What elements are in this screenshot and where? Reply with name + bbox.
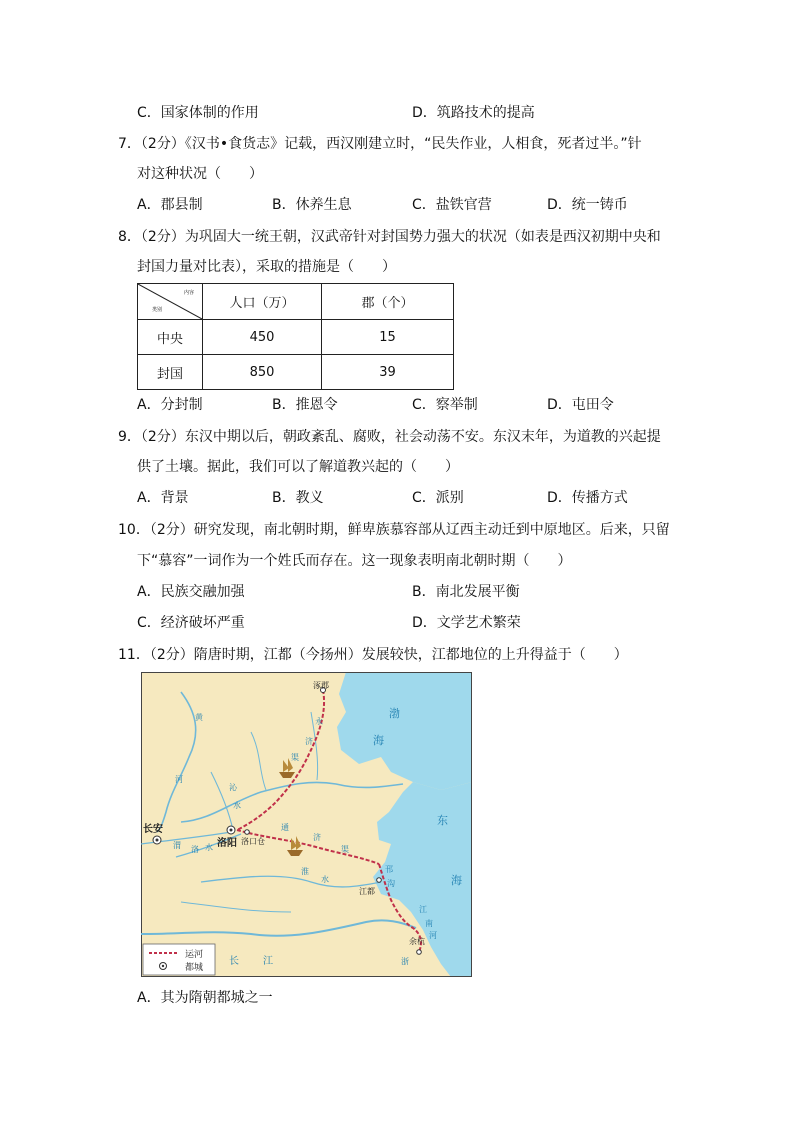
jiangdu-label: 江都 xyxy=(359,887,375,896)
q8-option-c: C．察举制 xyxy=(412,397,478,413)
river-char: 水 xyxy=(205,843,213,852)
table-row xyxy=(138,320,454,355)
q8-stem-line1: 8．（2分）为巩固大一统王朝，汉武帝针对封国势力强大的状况（如表是西汉初期中央和 xyxy=(118,229,661,245)
q6-option-d: D．筑路技术的提高 xyxy=(412,105,535,121)
canal-char: 通 xyxy=(281,823,289,832)
donghai-label-1: 东 xyxy=(437,814,448,827)
q10-stem-line2: 下“慕容”一词作为一个姓氏而存在。这一现象表明南北朝时期（ ） xyxy=(137,553,572,569)
q10-stem-line1: 10．（2分）研究发现，南北朝时期，鲜卑族慕容部从辽西主动迁到中原地区。后来，只留 xyxy=(118,522,670,538)
river-char: 洛 xyxy=(191,845,199,854)
table-header-row xyxy=(138,284,454,320)
table-cell-commanderies: 39 xyxy=(322,355,454,390)
q10-option-a: A．民族交融加强 xyxy=(137,584,245,600)
q10-option-c: C．经济破坏严重 xyxy=(137,615,245,631)
yuhang-marker xyxy=(417,950,422,955)
q9-stem-line1: 9．（2分）东汉中期以后，朝政紊乱、腐败，社会动荡不安。东汉末年，为道教的兴起提 xyxy=(118,429,661,445)
donghai-label-2: 海 xyxy=(451,874,462,887)
canal-char: 永 xyxy=(315,717,323,726)
grand-canal-map xyxy=(141,672,472,977)
river-char: 浙 xyxy=(401,957,409,966)
map-legend xyxy=(143,944,215,975)
legend-canal-label: 运河 xyxy=(185,950,204,960)
q8-comparison-table xyxy=(137,283,454,390)
luoyang-label: 洛阳 xyxy=(217,838,237,849)
river-char: 沁 xyxy=(229,783,237,792)
q11-stem: 11．（2分）隋唐时期，江都（今扬州）发展较快，江都地位的上升得益于（ ） xyxy=(118,647,628,663)
table-corner-cell xyxy=(138,284,203,320)
bohai-label-1: 渤 xyxy=(389,707,400,720)
table-header-population: 人口（万） xyxy=(203,284,322,320)
river-char: 河 xyxy=(175,775,183,784)
changan-label: 长安 xyxy=(143,824,163,835)
q9-option-c: C．派别 xyxy=(412,490,464,506)
luokoucang-label: 洛口仓 xyxy=(241,837,265,846)
table-row xyxy=(138,355,454,390)
q8-option-d: D．屯田令 xyxy=(547,397,614,413)
canal-char: 江 xyxy=(419,905,427,914)
canal-char: 邗 xyxy=(385,865,393,874)
canal-char: 渠 xyxy=(341,845,349,854)
q8-stem-line2: 封国力量对比表），采取的措施是（ ） xyxy=(137,259,396,275)
canal-char: 沟 xyxy=(387,879,395,888)
zhuojun-label: 涿郡 xyxy=(313,681,329,690)
river-char: 黄 xyxy=(195,713,203,722)
q7-stem-line1: 7．（2分）《汉书•食货志》记载，西汉刚建立时，“民失作业，人相食，死者过半。”针 xyxy=(118,136,642,152)
river-char: 水 xyxy=(233,801,241,810)
river-char: 水 xyxy=(321,875,329,884)
luoyang-marker-dot xyxy=(230,829,233,832)
q7-option-b: B．休养生息 xyxy=(272,197,352,213)
table-row-label: 中央 xyxy=(138,320,203,355)
river-char: 淮 xyxy=(301,867,309,876)
table-row-label: 封国 xyxy=(138,355,203,390)
q7-stem-line2: 对这种状况（ ） xyxy=(137,166,263,182)
q9-option-a: A．背景 xyxy=(137,490,189,506)
luokoucang-marker xyxy=(245,830,250,835)
yangtze-char: 江 xyxy=(263,956,273,967)
q7-option-c: C．盐铁官营 xyxy=(412,197,492,213)
table-cell-commanderies: 15 xyxy=(322,320,454,355)
changan-marker-dot xyxy=(156,839,159,842)
q9-option-d: D．传播方式 xyxy=(547,490,628,506)
jiangdu-marker xyxy=(377,878,382,883)
canal-char: 济 xyxy=(305,737,313,746)
q10-option-d: D．文学艺术繁荣 xyxy=(412,615,521,631)
table-header-commanderies: 郡（个） xyxy=(322,284,454,320)
yuhang-label: 余杭 xyxy=(409,937,425,946)
q9-stem-line2: 供了土壤。据此，我们可以了解道教兴起的（ ） xyxy=(137,459,459,475)
q7-option-d: D．统一铸币 xyxy=(547,197,628,213)
canal-char: 南 xyxy=(425,919,433,928)
q8-option-b: B．推恩令 xyxy=(272,397,338,413)
q7-option-a: A．郡县制 xyxy=(137,197,203,213)
q8-option-a: A．分封制 xyxy=(137,397,203,413)
table-cell-population: 450 xyxy=(203,320,322,355)
yangtze-char: 长 xyxy=(229,956,239,967)
table-cell-population: 850 xyxy=(203,355,322,390)
bohai-label-2: 海 xyxy=(373,734,384,747)
corner-bottom-label: 类别 xyxy=(152,307,163,313)
river-char: 渭 xyxy=(173,841,181,850)
corner-top-label: 内容 xyxy=(183,290,194,296)
q10-option-b: B．南北发展平衡 xyxy=(412,584,520,600)
canal-char: 济 xyxy=(313,833,321,842)
q9-option-b: B．教义 xyxy=(272,490,324,506)
canal-char: 渠 xyxy=(291,753,299,762)
q6-option-c: C．国家体制的作用 xyxy=(137,105,259,121)
legend-capital-label: 都城 xyxy=(185,963,204,973)
canal-char: 河 xyxy=(429,931,437,940)
q11-option-a: A．其为隋朝都城之一 xyxy=(137,990,273,1006)
